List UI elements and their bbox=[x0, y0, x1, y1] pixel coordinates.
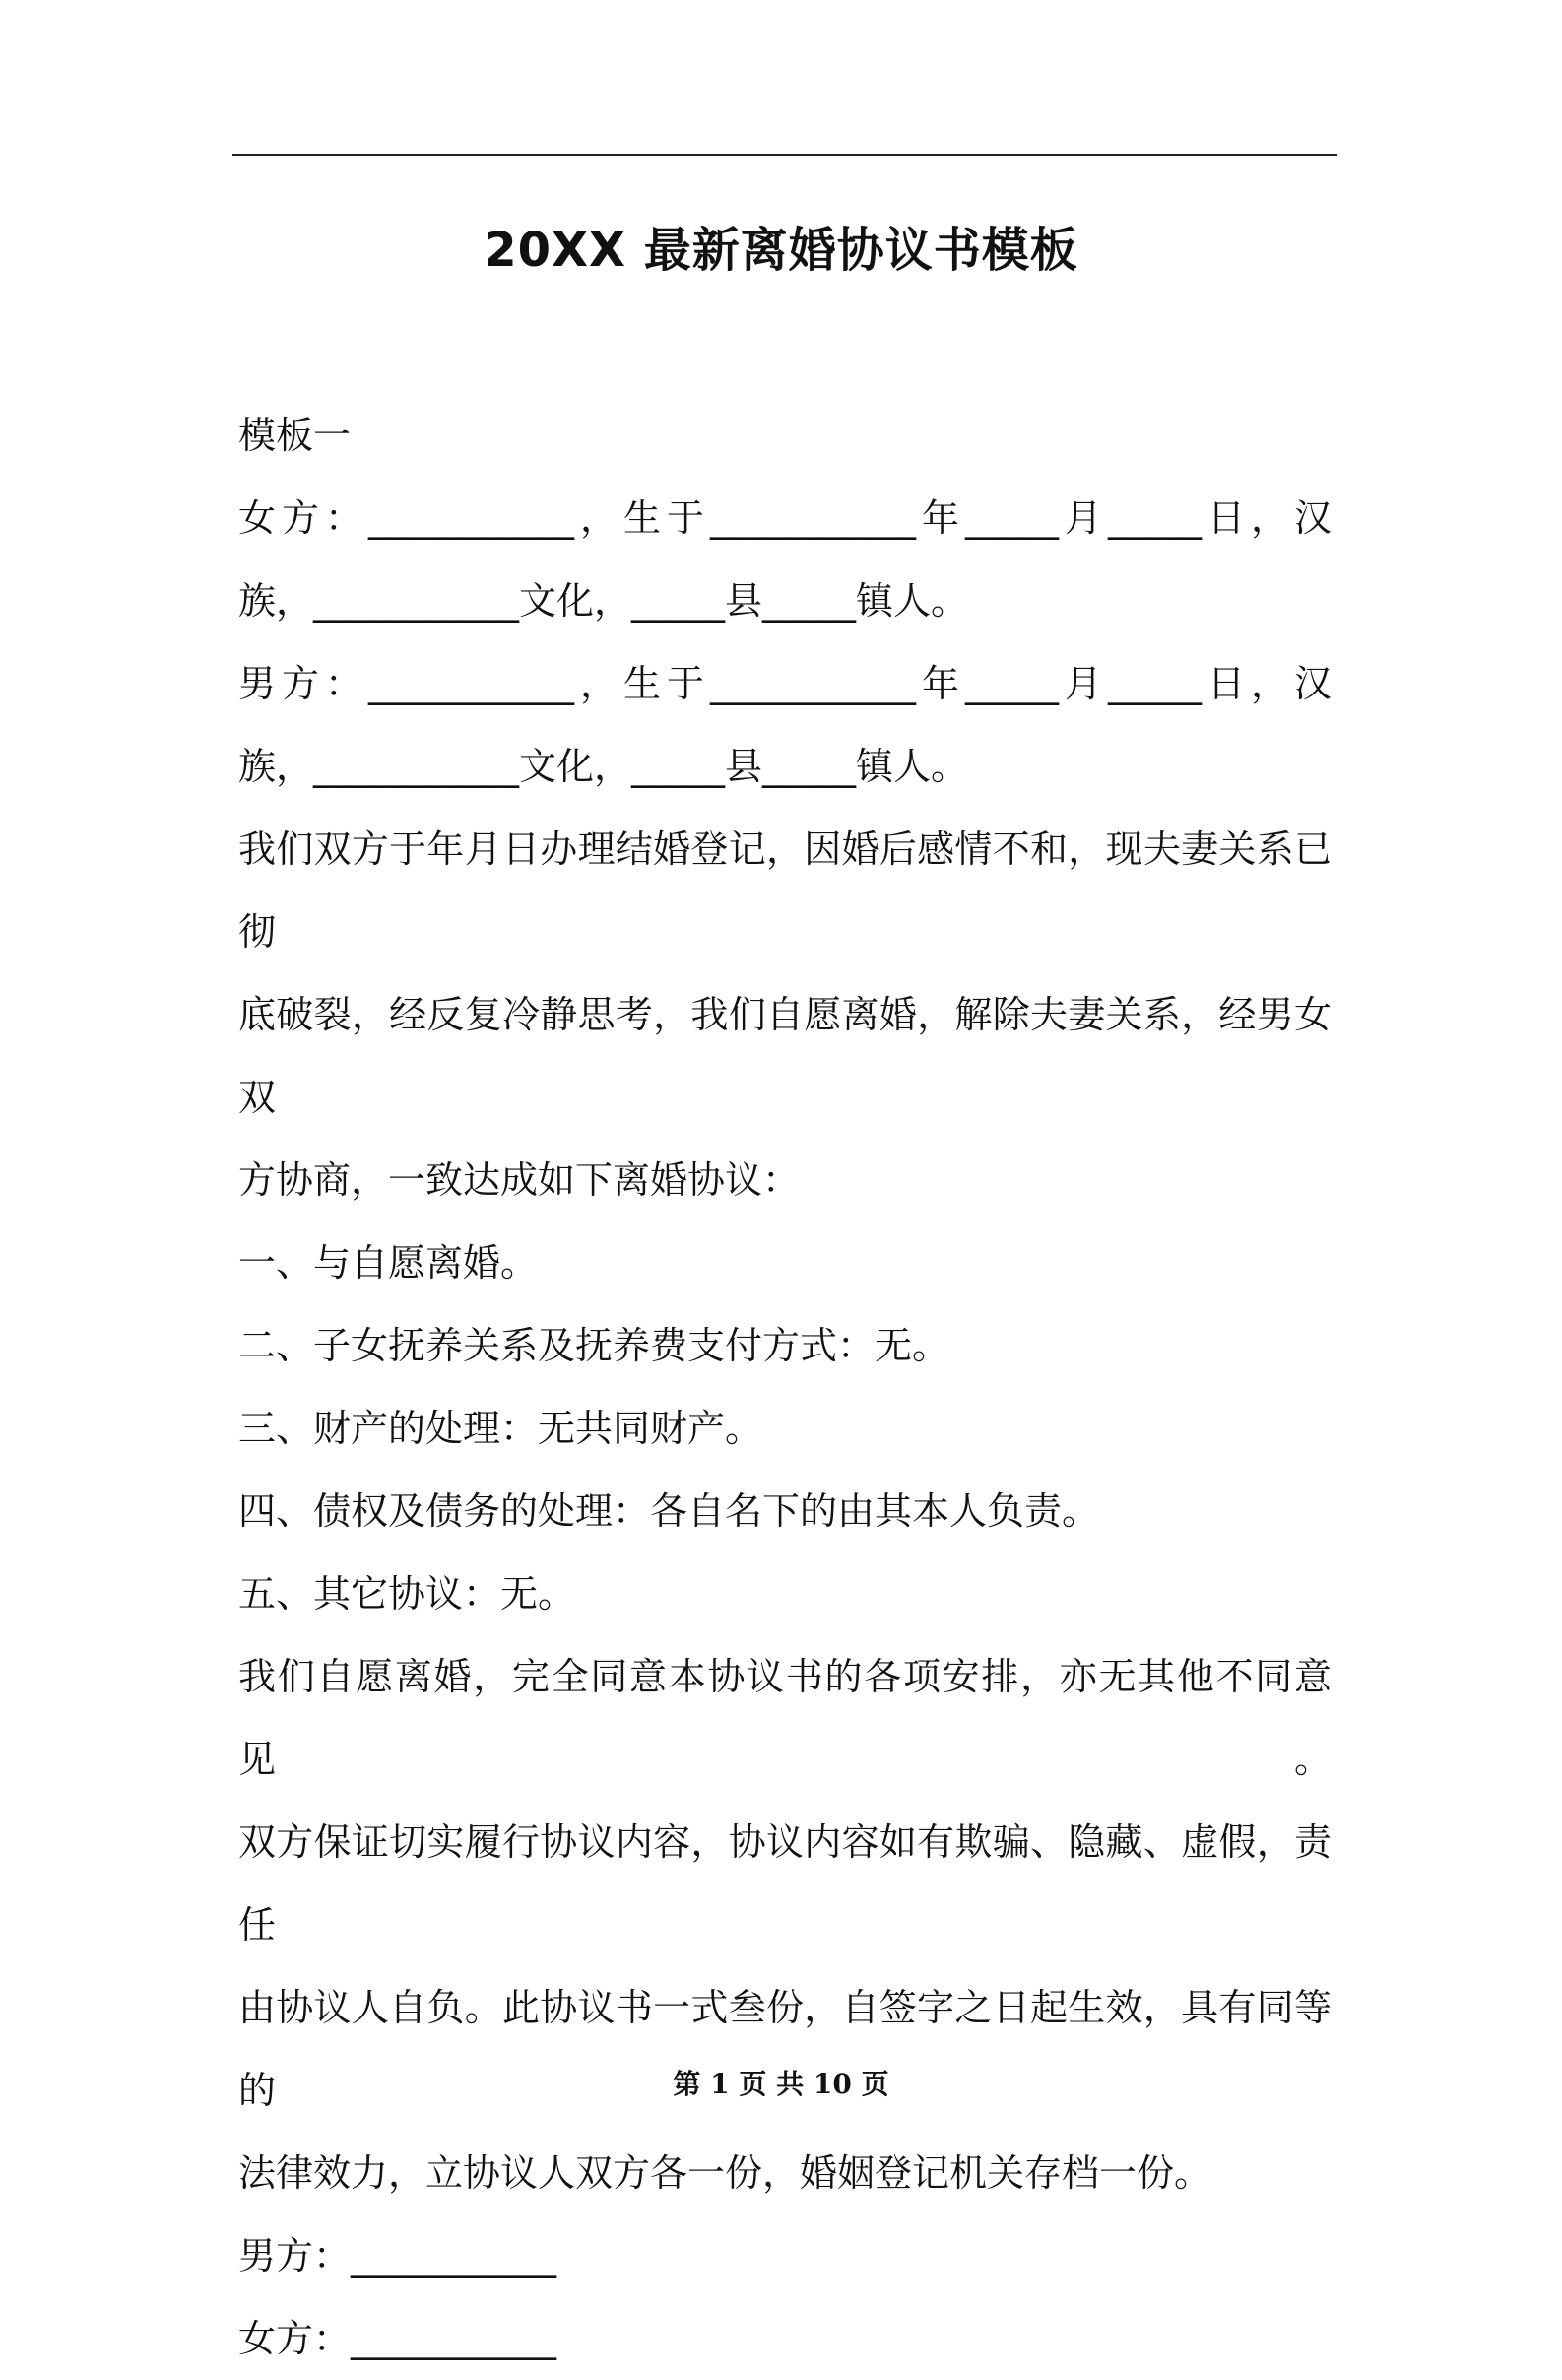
signature-female: 女方：___________ bbox=[238, 2317, 557, 2360]
female-info-line-2: 族，___________文化，_____县_____镇人。 bbox=[238, 579, 969, 623]
male-info-line-1: 男方：___________，生于___________年_____月_____日，汉 bbox=[238, 662, 1332, 705]
closing-line-1: 我们自愿离婚，完全同意本协议书的各项安排，亦无其他不同意见。 bbox=[238, 1655, 1332, 1781]
signature-male: 男方：___________ bbox=[238, 2234, 557, 2278]
female-info-line-1: 女方：___________，生于___________年_____月_____日，汉 bbox=[238, 496, 1332, 540]
agreement-item: 二、子女抚养关系及抚养费支付方式：无。 bbox=[238, 1324, 950, 1367]
closing-line-3: 由协议人自负。此协议书一式叁份，自签字之日起生效，具有同等的 bbox=[238, 1986, 1332, 2112]
header-divider bbox=[232, 154, 1337, 156]
agreement-item: 五、其它协议：无。 bbox=[238, 1572, 576, 1616]
template-label: 模板一 bbox=[238, 414, 352, 457]
document-title: 20XX 最新离婚协议书模板 bbox=[484, 223, 1078, 278]
intro-line-3: 方协商，一致达成如下离婚协议： bbox=[238, 1158, 801, 1202]
agreement-item: 四、债权及债务的处理：各自名下的由其本人负责。 bbox=[238, 1489, 1100, 1533]
agreement-item: 三、财产的处理：无共同财产。 bbox=[238, 1407, 763, 1450]
closing-line-2: 双方保证切实履行协议内容，协议内容如有欺骗、隐藏、虚假，责任 bbox=[238, 1820, 1332, 1947]
closing-line-4: 法律效力，立协议人双方各一份，婚姻登记机关存档一份。 bbox=[238, 2151, 1212, 2195]
male-info-line-2: 族，___________文化，_____县_____镇人。 bbox=[238, 745, 969, 788]
agreement-item: 一、与自愿离婚。 bbox=[238, 1241, 539, 1285]
intro-line-2: 底破裂，经反复冷静思考，我们自愿离婚，解除夫妻关系，经男女双 bbox=[238, 993, 1332, 1119]
intro-line-1: 我们双方于年月日办理结婚登记，因婚后感情不和，现夫妻关系已彻 bbox=[238, 827, 1332, 954]
page-footer: 第 1 页 共 10 页 bbox=[673, 2068, 889, 2100]
